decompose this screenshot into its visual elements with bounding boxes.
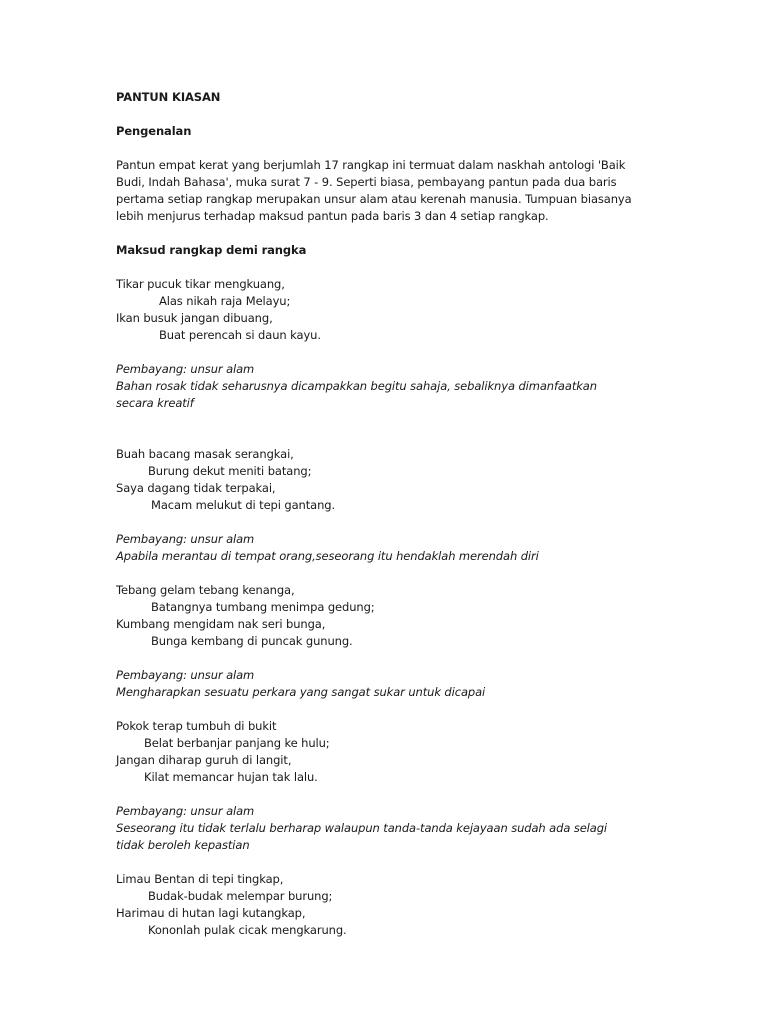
intro-paragraph bbox=[116, 157, 736, 225]
pantun-line: Burung dekut meniti batang; bbox=[148, 464, 312, 478]
pantun-line: Harimau di hutan lagi kutangkap, bbox=[116, 906, 306, 920]
meaning-line: secara kreatif bbox=[116, 396, 194, 410]
intro-line: Budi, Indah Bahasa', muka surat 7 - 9. Seperti biasa, pembayang pantun pada dua baris bbox=[116, 175, 617, 189]
intro-line: Pantun empat kerat yang berjumlah 17 rangkap ini termuat dalam naskhah antologi 'Baik bbox=[116, 158, 626, 172]
pantun-line: Tebang gelam tebang kenanga, bbox=[116, 583, 295, 597]
stanza-meaning bbox=[116, 803, 736, 854]
pantun-line: Kumbang mengidam nak seri bunga, bbox=[116, 617, 326, 631]
pantun-stanza bbox=[116, 871, 736, 939]
pantun-line: Alas nikah raja Melayu; bbox=[159, 294, 291, 308]
stanza-meaning bbox=[116, 361, 736, 412]
pembayang-label: Pembayang: unsur alam bbox=[116, 804, 255, 818]
stanza-meaning bbox=[116, 667, 736, 701]
pantun-line: Buat perencah si daun kayu. bbox=[159, 328, 321, 342]
pantun-line: Tikar pucuk tikar mengkuang, bbox=[116, 277, 285, 291]
pantun-line: Limau Bentan di tepi tingkap, bbox=[116, 872, 284, 886]
document-title: PANTUN KIASAN bbox=[116, 90, 221, 104]
pantun-line: Budak-budak melempar burung; bbox=[148, 889, 333, 903]
pembayang-label: Pembayang: unsur alam bbox=[116, 532, 255, 546]
pantun-line: Jangan diharap guruh di langit, bbox=[116, 753, 292, 767]
intro-line: lebih menjurus terhadap maksud pantun pada baris 3 dan 4 setiap rangkap. bbox=[116, 209, 549, 223]
pantun-line: Batangnya tumbang menimpa gedung; bbox=[151, 600, 375, 614]
pembayang-label: Pembayang: unsur alam bbox=[116, 362, 255, 376]
meaning-line: Bahan rosak tidak seharusnya dicampakkan begitu sahaja, sebaliknya dimanfaatkan bbox=[116, 379, 597, 393]
pantun-stanza bbox=[116, 446, 736, 514]
pantun-line: Ikan busuk jangan dibuang, bbox=[116, 311, 273, 325]
pantun-stanza bbox=[116, 582, 736, 650]
meaning-line: Seseorang itu tidak terlalu berharap walaupun tanda-tanda kejayaan sudah ada selagi bbox=[116, 821, 608, 835]
pantun-line: Kononlah pulak cicak mengkarung. bbox=[148, 923, 347, 937]
pantun-line: Macam melukut di tepi gantang. bbox=[151, 498, 336, 512]
pantun-stanza bbox=[116, 718, 736, 786]
pantun-line: Bunga kembang di puncak gunung. bbox=[151, 634, 353, 648]
section-heading: Maksud rangkap demi rangka bbox=[116, 243, 307, 257]
document-page bbox=[116, 89, 736, 956]
intro-line: pertama setiap rangkap merupakan unsur alam atau kerenah manusia. Tumpuan biasanya bbox=[116, 192, 632, 206]
pantun-line: Buah bacang masak serangkai, bbox=[116, 447, 294, 461]
pantun-line: Kilat memancar hujan tak lalu. bbox=[144, 770, 318, 784]
stanza-meaning bbox=[116, 531, 736, 565]
blank-line bbox=[116, 429, 736, 446]
pantun-line: Pokok terap tumbuh di bukit bbox=[116, 719, 277, 733]
intro-heading: Pengenalan bbox=[116, 124, 192, 138]
pembayang-label: Pembayang: unsur alam bbox=[116, 668, 255, 682]
meaning-line: Apabila merantau di tempat orang,seseorang itu hendaklah merendah diri bbox=[116, 549, 539, 563]
pantun-stanza bbox=[116, 276, 736, 344]
pantun-line: Saya dagang tidak terpakai, bbox=[116, 481, 276, 495]
meaning-line: Mengharapkan sesuatu perkara yang sangat sukar untuk dicapai bbox=[116, 685, 486, 699]
pantun-line: Belat berbanjar panjang ke hulu; bbox=[144, 736, 330, 750]
meaning-line: tidak beroleh kepastian bbox=[116, 838, 250, 852]
